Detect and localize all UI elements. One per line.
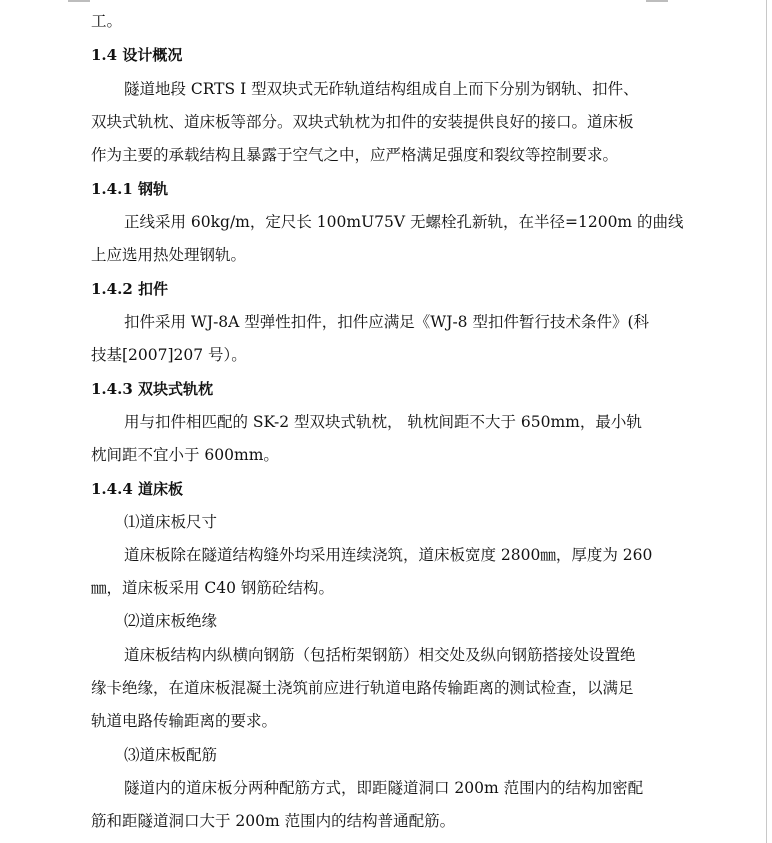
body-text-line: 缘卡绝缘，在道床板混凝土浇筑前应进行轨道电路传输距离的测试检查，以满足	[91, 679, 634, 697]
section-heading: 1.4.4 道床板	[91, 480, 183, 498]
body-text-line: 用与扣件相匹配的 SK-2 型双块式轨枕， 轨枕间距不大于 650mm，最小轨	[124, 413, 642, 431]
body-text-line: 隧道地段 CRTS I 型双块式无砟轨道结构组成自上而下分别为钢轨、扣件、	[124, 80, 639, 98]
section-heading: 1.4.2 扣件	[91, 280, 168, 298]
body-text-line: 技基[2007]207 号）。	[91, 346, 247, 364]
body-text-line: ㎜，道床板采用 C40 钢筋砼结构。	[91, 579, 334, 597]
body-text-line: 筋和距隧道洞口大于 200m 范围内的结构普通配筋。	[91, 812, 456, 830]
sub-item-label: ⑵道床板绝缘	[124, 612, 218, 630]
body-text-line: 正线采用 60kg/m，定尺长 100mU75V 无螺栓孔新轨，在半径=1200m 的曲线	[124, 213, 684, 231]
body-text-line: 轨道电路传输距离的要求。	[91, 712, 278, 730]
section-heading: 1.4.3 双块式轨枕	[91, 380, 213, 398]
body-text-line: 枕间距不宜小于 600mm。	[91, 446, 279, 464]
section-heading: 1.4.1 钢轨	[91, 180, 168, 198]
sub-item-label: ⑶道床板配筋	[124, 746, 218, 764]
body-text-line: 工。	[91, 12, 123, 30]
page-corner-mark-left	[68, 0, 90, 2]
body-text-line: 作为主要的承载结构且暴露于空气之中，应严格满足强度和裂纹等控制要求。	[91, 146, 619, 164]
body-text-line: 道床板结构内纵横向钢筋（包括桁架钢筋）相交处及纵向钢筋搭接处设置绝	[124, 646, 636, 664]
body-text-line: 扣件采用 WJ-8A 型弹性扣件，扣件应满足《WJ-8 型扣件暂行技术条件》(科	[124, 313, 650, 331]
body-text-line: 上应选用热处理钢轨。	[91, 246, 247, 264]
sub-item-label: ⑴道床板尺寸	[124, 513, 218, 531]
page-corner-mark-right	[646, 0, 668, 2]
body-text-line: 道床板除在隧道结构缝外均采用连续浇筑，道床板宽度 2800㎜，厚度为 260	[124, 546, 653, 564]
page-right-edge	[766, 0, 767, 843]
body-text-line: 隧道内的道床板分两种配筋方式，即距隧道洞口 200m 范围内的结构加密配	[124, 779, 644, 797]
section-heading: 1.4 设计概况	[91, 46, 183, 64]
body-text-line: 双块式轨枕、道床板等部分。双块式轨枕为扣件的安装提供良好的接口。道床板	[91, 113, 634, 131]
